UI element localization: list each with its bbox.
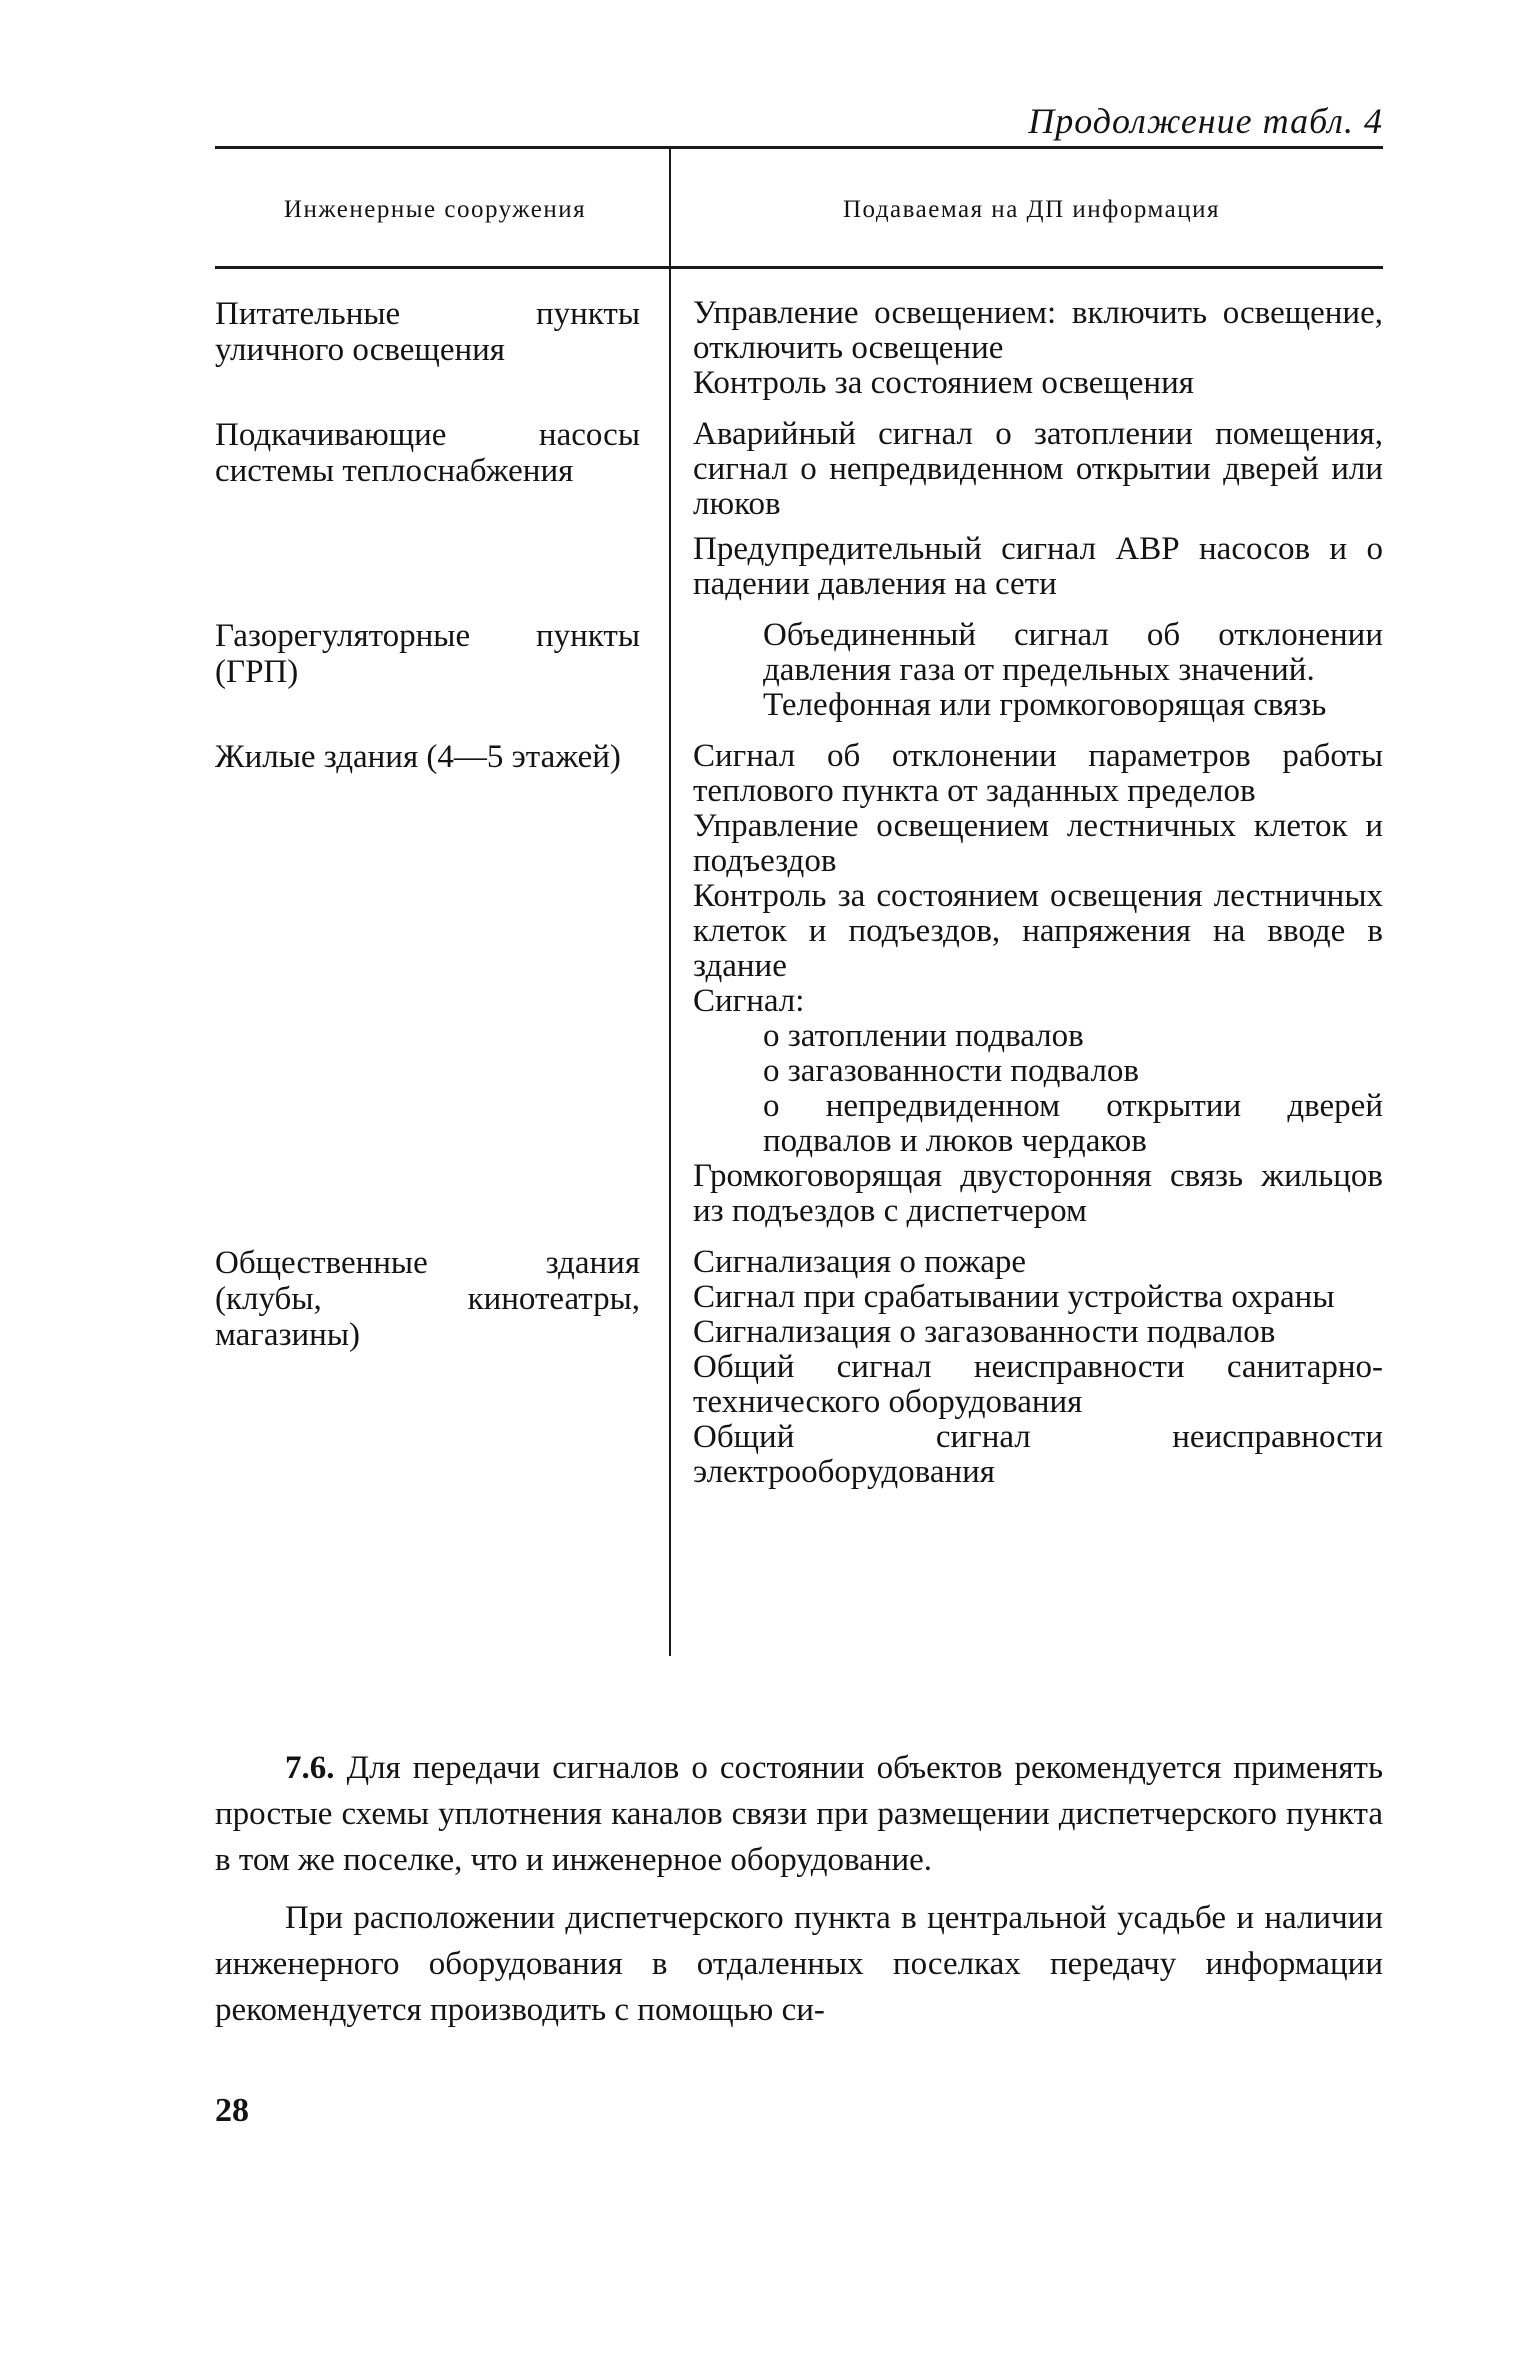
paragraph-7-6 xyxy=(215,1745,1383,1883)
info-line: Телефонная или громкоговорящая связь xyxy=(763,687,1327,723)
info-line: Общий сигнал неисправности электрооборудования xyxy=(693,1419,1383,1490)
column-header-information: Подаваемая на ДП информация xyxy=(843,196,1220,223)
info-line: Сигнал при срабатывании устройства охраны xyxy=(693,1279,1335,1315)
column-header-facilities: Инженерные сооружения xyxy=(283,196,587,223)
paragraph: При расположении диспетчерского пункта в центральной усадьбе и наличии инженерного оборудования в отдаленных поселках передачу информации рекомендуется производить с помощью си- xyxy=(215,1900,1383,2028)
paragraph-number: 7.6. xyxy=(285,1750,335,1786)
facility-cell: Питательные пункты уличного освещения xyxy=(215,296,640,368)
body-text xyxy=(215,1745,1383,2045)
info-cell xyxy=(693,1245,1383,1490)
info-line: Объединенный сигнал об отклонении давления газа от предельных значений. xyxy=(763,617,1383,688)
info-cell xyxy=(693,417,1383,602)
info-subline: о загазованности подвалов xyxy=(763,1053,1140,1089)
info-line: Общий сигнал неисправности санитарно-технического оборудования xyxy=(693,1349,1383,1420)
page-number: 28 xyxy=(215,2092,249,2129)
info-subline: о затоплении подвалов xyxy=(763,1018,1084,1054)
info-cell xyxy=(693,739,1383,1229)
table-top-rule xyxy=(215,146,1383,149)
facility-cell: Подкачивающие насосы системы теплоснабжения xyxy=(215,417,640,489)
info-line: Контроль за состоянием освещения лестничных клеток и подъездов, напряжения на вводе в здание xyxy=(693,878,1383,984)
facility-cell: Жилые здания (4—5 этажей) xyxy=(215,739,621,775)
info-cell xyxy=(693,296,1383,401)
info-subline: о непредвиденном открытии дверей подвалов и люков чердаков xyxy=(763,1088,1383,1159)
info-line: Контроль за состоянием освещения xyxy=(693,365,1194,401)
info-line: Управление освещением: включить освещение, отключить освещение xyxy=(693,295,1383,366)
info-line: Аварийный сигнал о затоплении помещения, сигнал о непредвиденном открытии дверей или люков xyxy=(693,416,1383,522)
table-row xyxy=(0,417,1535,602)
info-line: Предупредительный сигнал АВР насосов и о падении давления на сети xyxy=(693,531,1383,602)
facility-cell: Общественные здания (клубы, кинотеатры, магазины) xyxy=(215,1245,640,1353)
info-line: Громкоговорящая двусторонняя связь жильцов из подъездов с диспетчером xyxy=(693,1158,1383,1229)
paragraph-text: Для передачи сигналов о состоянии объектов рекомендуется применять простые схемы уплотнения каналов связи при размещении диспетчерского пункта в том же поселке, что и инженерное оборудование. xyxy=(215,1750,1383,1878)
table-row xyxy=(0,296,1535,401)
info-cell xyxy=(693,618,1383,723)
info-line: Управление освещением лестничных клеток и подъездов xyxy=(693,808,1383,879)
info-line: Сигнализация о пожаре xyxy=(693,1244,1027,1280)
info-line: Сигнал об отклонении параметров работы теплового пункта от заданных пределов xyxy=(693,738,1383,809)
table-continuation-title: Продолжение табл. 4 xyxy=(1028,101,1383,141)
info-line: Сигнализация о загазованности подвалов xyxy=(693,1314,1276,1350)
table-row xyxy=(0,618,1535,723)
table-header-rule xyxy=(215,266,1383,269)
facility-cell: Газорегуляторные пункты (ГРП) xyxy=(215,618,640,690)
info-line: Сигнал: xyxy=(693,983,805,1019)
table-row xyxy=(0,1245,1535,1490)
table-row xyxy=(0,739,1535,1229)
table-body xyxy=(0,296,1535,1506)
